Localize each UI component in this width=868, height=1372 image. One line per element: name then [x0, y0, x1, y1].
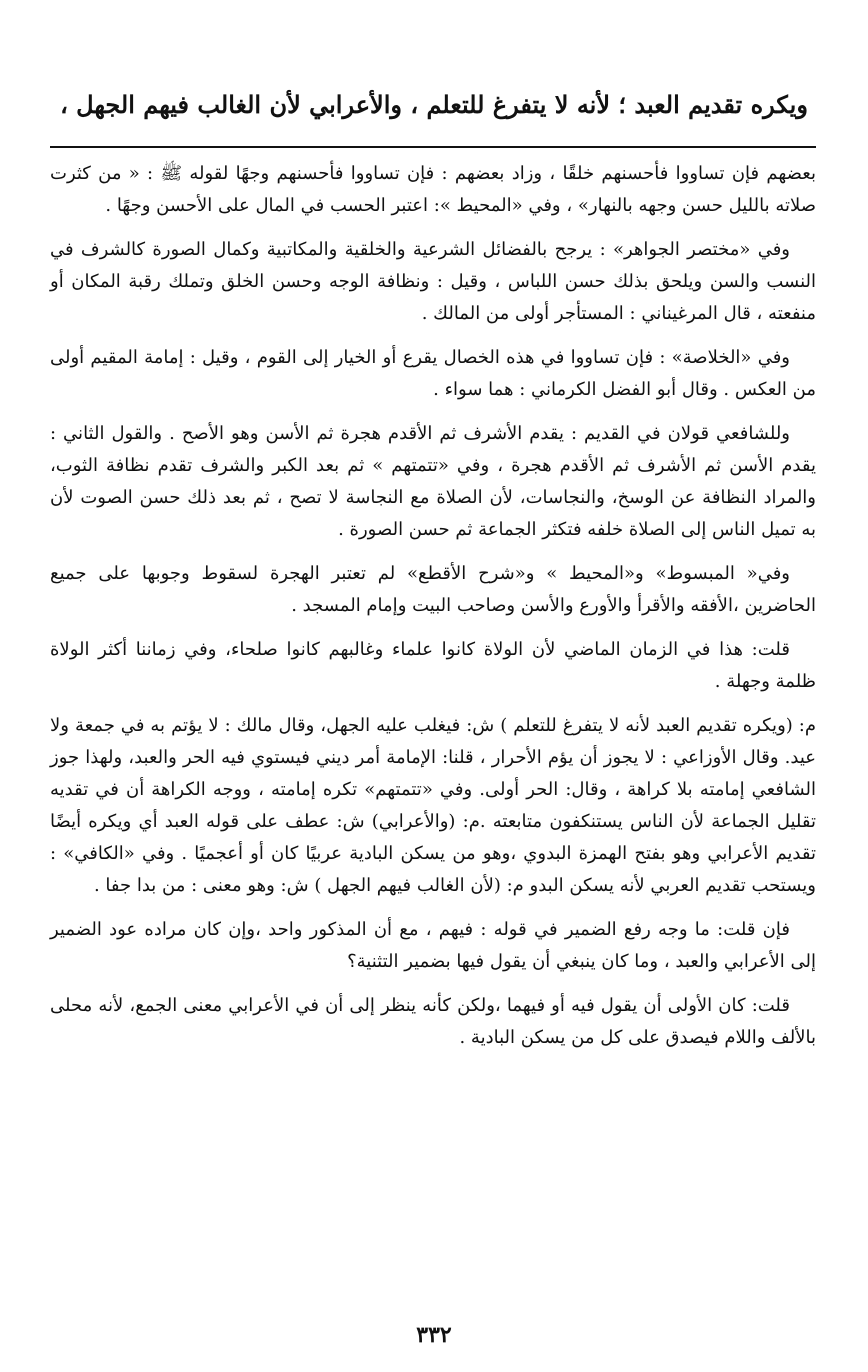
paragraph: وفي« المبسوط» و«المحيط » و«شرح الأقطع» لم تعتبر الهجرة لسقوط وجوبها على جميع الحاضرين ،الأفقه والأقرأ والأورع والأسن وصاحب البيت وإمام المسجد .	[50, 563, 816, 616]
paragraph: وللشافعي قولان في القديم : يقدم الأشرف ثم الأقدم هجرة ثم الأسن وهو الأصح . والقول الثاني : يقدم الأسن ثم الأشرف ثم الأقدم هجرة ، وفي «تتمتهم » ثم بعد الكبر والشرف تقدم نظافة الثوب، والمراد النظافة عن الوسخ، والنجاسات، لأن الصلاة مع النجاسة لا تصح ، ثم بعد ذلك حسن الصوت لأن به تميل الناس إلى الصلاة خلفه فتكثر الجماعة ثم حسن الصورة .	[50, 423, 816, 540]
paragraph: قلت: كان الأولى أن يقول فيه أو فيهما ،ولكن كأنه ينظر إلى أن في الأعرابي معنى الجمع، لأنه محلى بالألف واللام فيصدق على كل من يسكن البادية .	[50, 995, 816, 1048]
paragraph: وفي «الخلاصة» : فإن تساووا في هذه الخصال يقرع أو الخيار إلى القوم ، وقيل : إمامة المقيم أولى من العكس . وقال أبو الفضل الكرماني : هما سواء .	[50, 347, 816, 400]
paragraph: م: (ويكره تقديم العبد لأنه لا يتفرغ للتعلم ) ش: فيغلب عليه الجهل، وقال مالك : لا يؤتم به في جمعة ولا عيد. وقال الأوزاعي : لا يجوز أن يؤم الأحرار ، قلنا: الإمامة أمر ديني فيستوي فيه الحر والعبد، ولهذا جوز الشافعي إمامته بلا كراهة ، وقال: الحر أولى. وفي «تتمتهم» تكره إمامته ، ووجه الكراهة أن في تقديه تقليل الجماعة لأن الناس يستنكفون متابعته .م: (والأعرابي) ش: عطف على قوله العبد أي ويكره أيضًا تقديم الأعرابي وهو بفتح الهمزة البدوي ،وهو من يسكن البادية عربيًا كان أو أعجميًا . وفي «الكافي» : ويستحب تقديم العربي لأنه يسكن البدو م: (لأن الغالب فيهم الجهل ) ش: وهو معنى : من بدا جفا .	[50, 715, 817, 896]
page-header: ويكره تقديم العبد ؛ لأنه لا يتفرغ للتعلم ، والأعرابي لأن الغالب فيهم الجهل ،	[60, 90, 808, 119]
paragraph: قلت: هذا في الزمان الماضي لأن الولاة كانوا علماء وغالبهم كانوا صلحاء، وفي زماننا أكثر الولاة ظلمة وجهلة .	[50, 639, 816, 692]
page-body	[50, 158, 816, 1066]
paragraph: بعضهم فإن تساووا فأحسنهم خلقًا ، وزاد بعضهم : فإن تساووا فأحسنهم وجهًا لقوله ﷺ : « من كثرت صلاته بالليل حسن وجهه بالنهار» ، وفي «المحيط »: اعتبر الحسب في المال على الأحسن وجهًا .	[50, 163, 816, 216]
paragraph: فإن قلت: ما وجه رفع الضمير في قوله : فيهم ، مع أن المذكور واحد ،وإن كان مراده عود الضمير إلى الأعرابي والعبد ، وما كان ينبغي أن يقول فيها بضمير التثنية؟	[50, 919, 816, 972]
paragraph: وفي «مختصر الجواهر» : يرجح بالفضائل الشرعية والخلقية والمكاتبية وكمال الصورة كالشرف في النسب والسن ويلحق بذلك حسن اللباس ، وقيل : ونظافة الوجه وحسن الخلق وتملك رقبة المكان أو منفعته ، قال المرغيناني : المستأجر أولى من المالك .	[50, 239, 816, 324]
header-rule	[50, 146, 816, 148]
page-number: ٣٣٢	[416, 1322, 452, 1348]
